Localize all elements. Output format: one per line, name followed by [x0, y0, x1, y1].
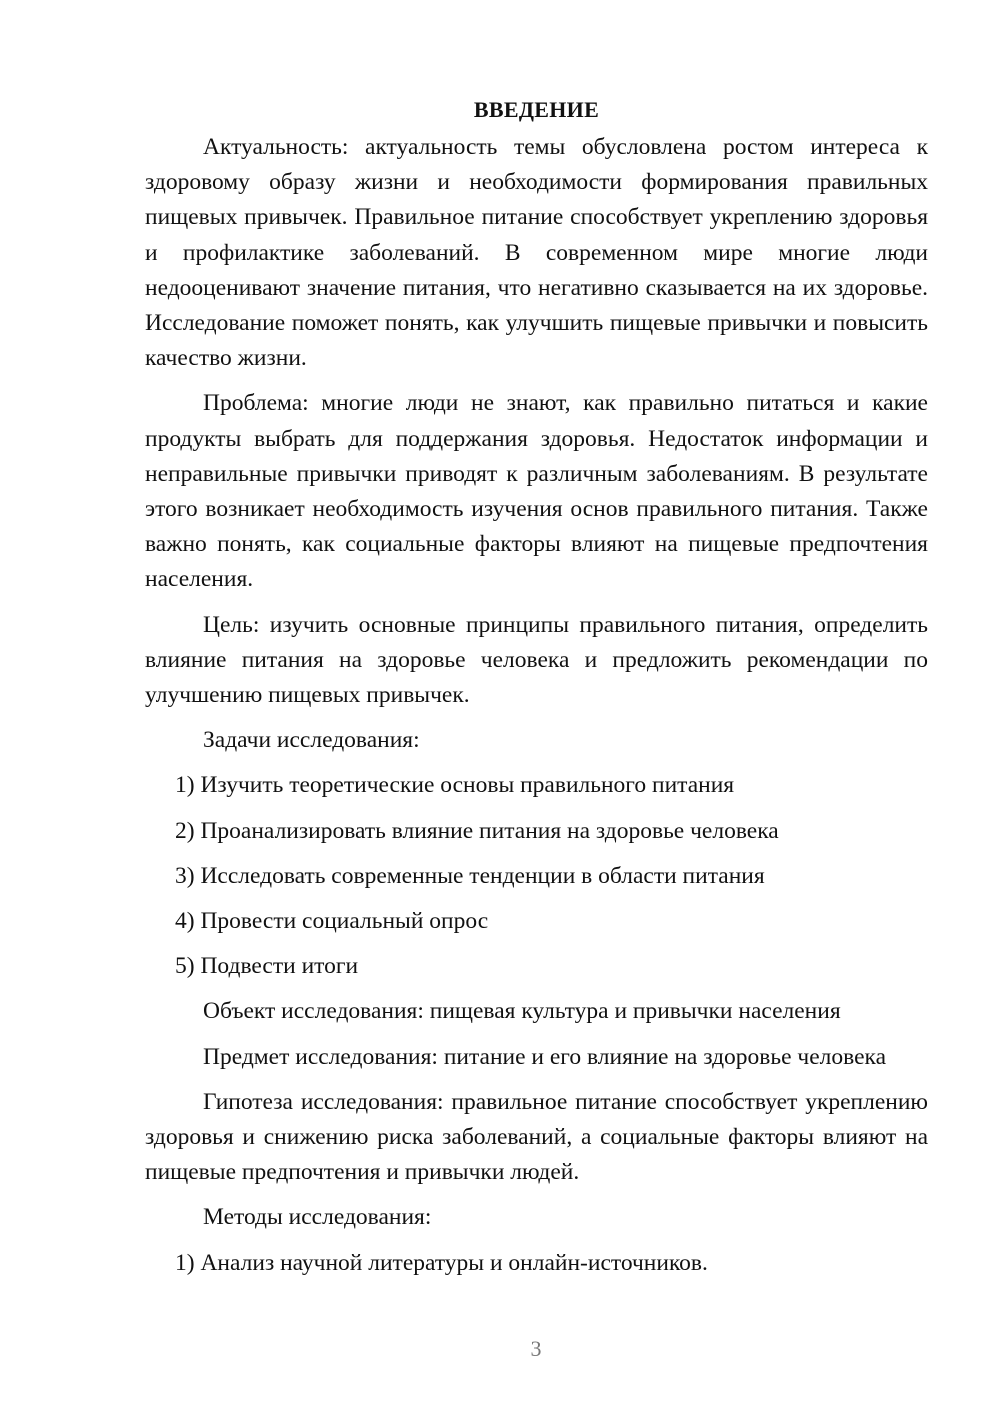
page-content	[145, 92, 928, 1291]
tasks-heading: Задачи исследования:	[203, 727, 420, 754]
page-title: ВВЕДЕНИЕ	[473, 97, 600, 122]
task-item: 4) Провести социальный опрос	[175, 908, 489, 935]
research-subject: Предмет исследования: питание и его влияние на здоровье человека	[203, 1043, 887, 1070]
method-item: 1) Анализ научной литературы и онлайн-источников.	[175, 1249, 708, 1276]
task-item: 1) Изучить теоретические основы правильного питания	[175, 772, 735, 799]
relevance-paragraph: Актуальность: актуальность темы обусловлена ростом интереса к здоровому образу жизни и необходимости формирования правильных пищевых привычек. Правильное питание способствует укреплению здоровья и профилактике заболеваний. В современном мире многие люди недооценивают значение питания, что негативно сказывается на их здоровье. Исследование поможет понять, как улучшить пищевые привычки и повысить качество жизни.	[145, 134, 928, 372]
problem-paragraph: Проблема: многие люди не знают, как правильно питаться и какие продукты выбрать для поддержания здоровья. Недостаток информации и неправильные привычки приводят к различным заболеваниям. В результате этого возникает необходимость изучения основ правильного питания. Также важно понять, как социальные факторы влияют на пищевые предпочтения населения.	[145, 390, 928, 593]
task-item: 3) Исследовать современные тенденции в области питания	[175, 862, 765, 889]
hypothesis-paragraph: Гипотеза исследования: правильное питание способствует укреплению здоровья и снижению риска заболеваний, а социальные факторы влияют на пищевые предпочтения и привычки людей.	[145, 1088, 928, 1186]
methods-heading: Методы исследования:	[203, 1204, 432, 1231]
task-item: 2) Проанализировать влияние питания на здоровье человека	[175, 817, 779, 844]
page-number: 3	[530, 1336, 542, 1361]
goal-paragraph: Цель: изучить основные принципы правильного питания, определить влияние питания на здоровье человека и предложить рекомендации по улучшению пищевых привычек.	[145, 611, 928, 709]
task-item: 5) Подвести итоги	[175, 953, 359, 980]
research-object: Объект исследования: пищевая культура и привычки населения	[203, 998, 841, 1025]
